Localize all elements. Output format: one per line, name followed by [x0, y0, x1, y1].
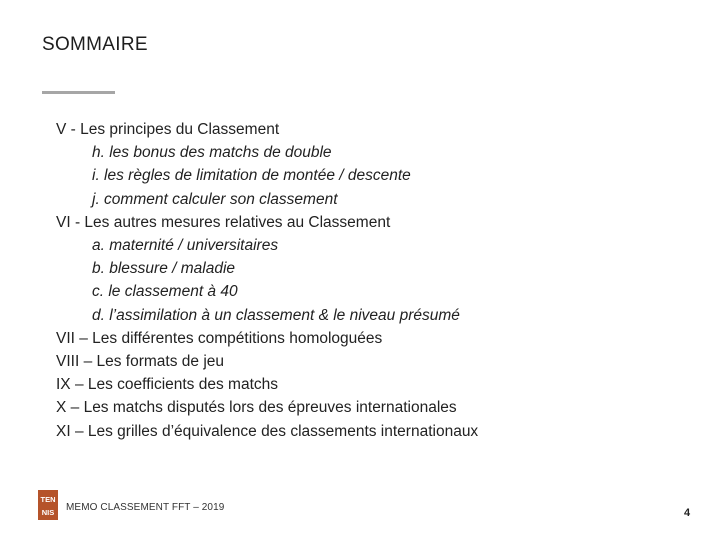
toc-item: IX – Les coefficients des matchs — [56, 376, 278, 394]
toc-item: VII – Les différentes compétitions homologuées — [56, 329, 383, 347]
toc-item: V - Les principes du Classement — [56, 121, 280, 138]
toc-item: VI - Les autres mesures relatives au Classement — [56, 213, 391, 231]
svg-text:TEN: TEN — [40, 495, 56, 504]
toc-subitem: i. les règles de limitation de montée / descente — [92, 167, 411, 185]
toc-subitem: c. le classement à 40 — [92, 283, 238, 301]
title-underline — [42, 91, 115, 94]
page-number: 4 — [684, 507, 691, 519]
toc-subitem: j. comment calculer son classement — [92, 190, 338, 208]
table-of-contents — [56, 118, 478, 443]
toc-subitem: d. l’assimilation à un classement & le niveau présumé — [92, 306, 460, 324]
toc-item: X – Les matchs disputés lors des épreuves internationales — [56, 399, 457, 417]
svg-text:NIS: NIS — [41, 508, 55, 517]
toc-subitem: h. les bonus des matchs de double — [92, 144, 332, 162]
toc-subitem: a. maternité / universitaires — [92, 237, 279, 255]
fft-tennis-logo — [38, 490, 58, 520]
toc-subitem: b. blessure / maladie — [92, 260, 236, 278]
toc-item: XI – Les grilles d’équivalence des classements internationaux — [56, 422, 479, 440]
toc-item: VIII – Les formats de jeu — [56, 353, 225, 371]
footer-text: MEMO CLASSEMENT FFT – 2019 — [66, 502, 225, 513]
slide-title: SOMMAIRE — [42, 34, 148, 55]
